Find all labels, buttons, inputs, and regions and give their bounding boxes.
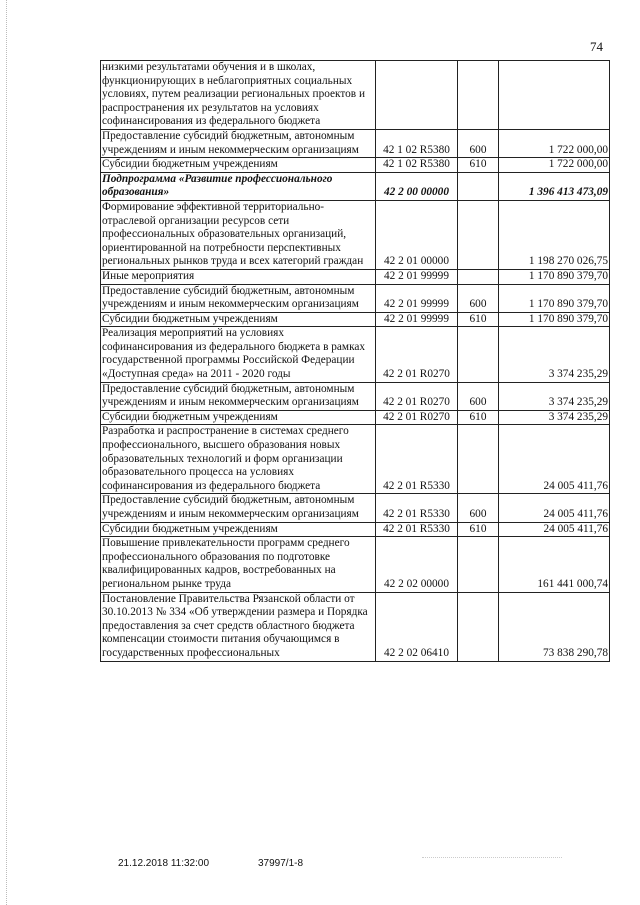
table-row — [101, 200, 610, 269]
row-name: Предоставление субсидий бюджетным, автономным учреждениям и иным некоммерческим организациям — [101, 284, 376, 312]
row-type: 600 — [458, 129, 499, 157]
row-name: Повышение привлекательности программ среднего профессионального образования по подготовке квалифицированных кадров, востребованных на региональном рынке труда — [101, 537, 376, 592]
row-type: 610 — [458, 522, 499, 537]
row-code: 42 2 01 00000 — [376, 200, 458, 269]
row-code: 42 2 02 00000 — [376, 537, 458, 592]
row-type: 610 — [458, 410, 499, 425]
table-row — [101, 129, 610, 157]
budget-table — [100, 60, 610, 662]
row-name: Субсидии бюджетным учреждениям — [101, 158, 376, 173]
budget-table-body — [101, 61, 610, 662]
row-name: Разработка и распространение в системах среднего профессионального, высшего образования новых образовательных технологий и форм организации образовательного процесса на условиях софинансирования из федерального бюджета — [101, 425, 376, 494]
row-type — [458, 269, 499, 284]
page-number: 74 — [590, 39, 603, 54]
row-sum: 3 374 235,29 — [499, 410, 610, 425]
row-sum: 24 005 411,76 — [499, 522, 610, 537]
table-row — [101, 312, 610, 327]
row-name: Подпрограмма «Развитие профессионального образования» — [101, 172, 376, 200]
row-sum: 24 005 411,76 — [499, 425, 610, 494]
row-code: 42 2 01 99999 — [376, 269, 458, 284]
table-row — [101, 327, 610, 382]
row-sum: 1 722 000,00 — [499, 129, 610, 157]
row-type: 610 — [458, 158, 499, 173]
table-row — [101, 410, 610, 425]
row-type — [458, 327, 499, 382]
row-sum: 1 170 890 379,70 — [499, 269, 610, 284]
row-type — [458, 537, 499, 592]
row-code — [376, 61, 458, 130]
row-name: Предоставление субсидий бюджетным, автономным учреждениям и иным некоммерческим организациям — [101, 129, 376, 157]
row-type: 600 — [458, 494, 499, 522]
row-type: 600 — [458, 284, 499, 312]
row-name: низкими результатами обучения и в школах, функционирующих в неблагоприятных социальных условиях, путем реализации региональных проектов и распространения их результатов на условиях софинансирования из федерального бюджета — [101, 61, 376, 130]
row-name: Иные мероприятия — [101, 269, 376, 284]
row-code: 42 2 01 99999 — [376, 284, 458, 312]
table-row-subprogram — [101, 172, 610, 200]
row-type — [458, 172, 499, 200]
row-code: 42 2 01 R0270 — [376, 327, 458, 382]
table-row — [101, 61, 610, 130]
table-row — [101, 425, 610, 494]
table-row — [101, 537, 610, 592]
row-name: Субсидии бюджетным учреждениям — [101, 312, 376, 327]
table-row — [101, 494, 610, 522]
row-type — [458, 592, 499, 661]
row-sum: 3 374 235,29 — [499, 382, 610, 410]
table-row — [101, 269, 610, 284]
row-sum: 1 198 270 026,75 — [499, 200, 610, 269]
row-sum: 1 396 413 473,09 — [499, 172, 610, 200]
row-type: 600 — [458, 382, 499, 410]
row-code: 42 1 02 R5380 — [376, 158, 458, 173]
row-type — [458, 200, 499, 269]
row-code: 42 1 02 R5380 — [376, 129, 458, 157]
table-row — [101, 284, 610, 312]
row-code: 42 2 01 R5330 — [376, 425, 458, 494]
row-sum: 3 374 235,29 — [499, 327, 610, 382]
row-name: Субсидии бюджетным учреждениям — [101, 410, 376, 425]
table-row — [101, 592, 610, 661]
row-sum — [499, 61, 610, 130]
row-code: 42 2 01 R5330 — [376, 494, 458, 522]
row-sum: 1 170 890 379,70 — [499, 284, 610, 312]
row-type — [458, 61, 499, 130]
row-name: Реализация мероприятий на условиях софинансирования из федерального бюджета в рамках государственной программы Российской Федерации «Доступная среда» на 2011 - 2020 годы — [101, 327, 376, 382]
row-type: 610 — [458, 312, 499, 327]
scan-margin-line — [6, 0, 8, 905]
row-name: Постановление Правительства Рязанской области от 30.10.2013 № 334 «Об утверждении размера и Порядка предоставления за счет средств областного бюджета компенсации стоимости питания обучающимся в государственных профессиональных — [101, 592, 376, 661]
footer-document-number: 37997/1-8 — [258, 858, 304, 869]
row-sum: 24 005 411,76 — [499, 494, 610, 522]
row-code: 42 2 00 00000 — [376, 172, 458, 200]
row-name: Предоставление субсидий бюджетным, автономным учреждениям и иным некоммерческим организациям — [101, 382, 376, 410]
row-code: 42 2 02 06410 — [376, 592, 458, 661]
table-row — [101, 522, 610, 537]
row-code: 42 2 01 R0270 — [376, 410, 458, 425]
row-sum: 1 722 000,00 — [499, 158, 610, 173]
footer-timestamp: 21.12.2018 11:32:00 — [118, 858, 210, 869]
table-row — [101, 382, 610, 410]
row-sum: 1 170 890 379,70 — [499, 312, 610, 327]
row-type — [458, 425, 499, 494]
row-name: Субсидии бюджетным учреждениям — [101, 522, 376, 537]
table-row — [101, 158, 610, 173]
row-sum: 73 838 290,78 — [499, 592, 610, 661]
row-code: 42 2 01 R5330 — [376, 522, 458, 537]
row-name: Предоставление субсидий бюджетным, автономным учреждениям и иным некоммерческим организациям — [101, 494, 376, 522]
row-sum: 161 441 000,74 — [499, 537, 610, 592]
row-code: 42 2 01 99999 — [376, 312, 458, 327]
scan-artifact — [422, 857, 562, 862]
row-name: Формирование эффективной территориально-отраслевой организации ресурсов сети профессиональных образовательных организаций, ориентированной на потребности перспективных региональных рынков труда и всех категорий граждан — [101, 200, 376, 269]
row-code: 42 2 01 R0270 — [376, 382, 458, 410]
